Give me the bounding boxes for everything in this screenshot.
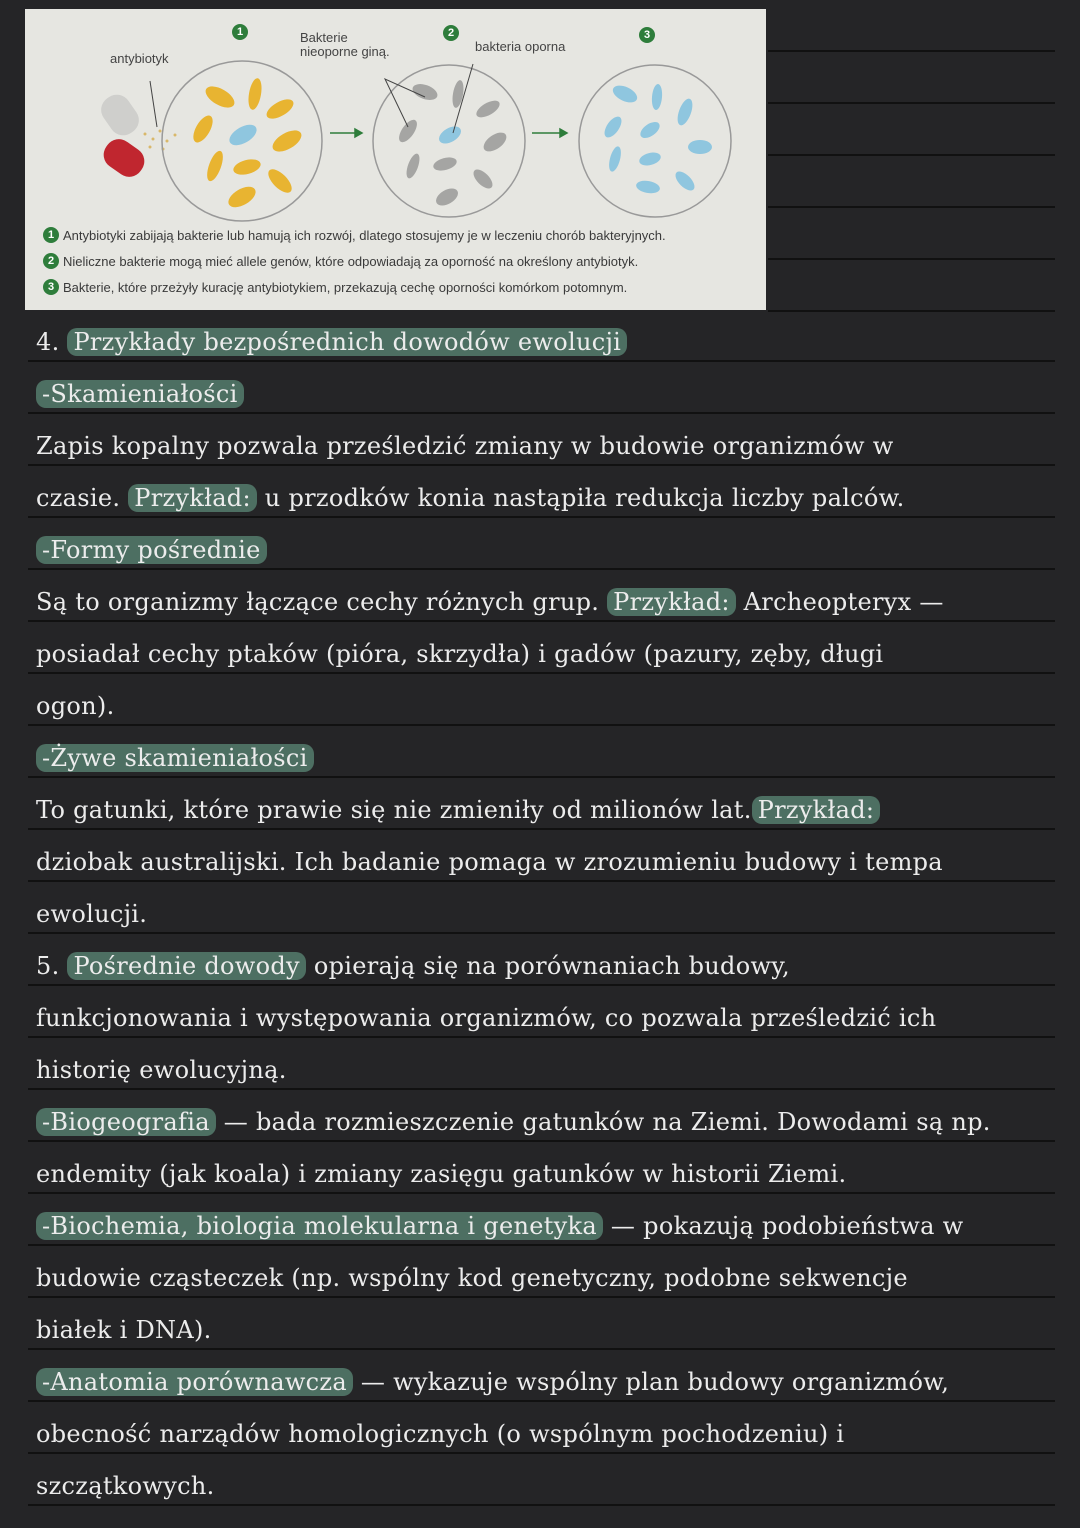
notes-body: [28, 310, 1055, 1506]
note-text: [36, 900, 147, 928]
note-text-segment: u przodków konia nastąpiła redukcja liczby palców.: [256, 484, 905, 512]
note-text-segment: obecność narządów homologicznych (o wspólnym pochodzeniu) i: [36, 1420, 845, 1448]
note-line: [28, 726, 1055, 778]
note-text: [36, 796, 880, 824]
ruled-line: [768, 258, 1055, 260]
note-line: [28, 414, 1055, 466]
caption-3: 3 Bakterie, które przeżyły kurację antybiotykiem, przekazują cechę oporności komórkom potomnym.: [43, 279, 627, 295]
label-dying-bacteria: Bakterie nieoporne giną.: [300, 30, 390, 59]
highlighted-text: Przykład:: [607, 588, 736, 616]
ruled-line: [768, 50, 1055, 52]
note-text: [36, 1004, 936, 1032]
note-text-segment: czasie.: [36, 484, 129, 512]
note-text-segment: — bada rozmieszczenie gatunków na Ziemi. Dowodami są np.: [215, 1108, 991, 1136]
note-text-segment: To gatunki, które prawie się nie zmieniły od milionów lat.: [36, 796, 752, 824]
note-text: [36, 432, 894, 460]
antibiotic-resistance-figure: [25, 9, 766, 310]
highlighted-text: -Skamieniałości: [36, 380, 244, 408]
note-line: [28, 986, 1055, 1038]
note-text-segment: — pokazują podobieństwa w: [603, 1212, 964, 1240]
note-text: [36, 1160, 846, 1188]
note-line: [28, 362, 1055, 414]
note-text: [36, 484, 905, 512]
note-line: [28, 1194, 1055, 1246]
caption-2: 2 Nieliczne bakterie mogą mieć allele genów, które odpowiadają za oporność na określony antybiotyk.: [43, 253, 638, 269]
note-text: [36, 640, 883, 668]
note-line: [28, 1298, 1055, 1350]
note-text: [36, 848, 943, 876]
note-text-segment: — wykazuje wspólny plan budowy organizmów,: [352, 1368, 950, 1396]
note-text: [36, 1420, 844, 1448]
note-text: [36, 380, 244, 408]
note-line: [28, 1454, 1055, 1506]
label-resistant-bacterium: bakteria oporna: [475, 39, 566, 54]
note-text-segment: 4.: [36, 328, 68, 356]
note-line: [28, 1350, 1055, 1402]
note-text: [36, 1056, 287, 1084]
note-line: [28, 1142, 1055, 1194]
note-text-segment: dziobak australijski. Ich badanie pomaga w zrozumieniu budowy i tempa: [36, 848, 943, 876]
note-line: [28, 882, 1055, 934]
highlighted-text: -Formy pośrednie: [36, 536, 267, 564]
note-text: [36, 536, 267, 564]
note-line: [28, 1246, 1055, 1298]
highlighted-text: -Żywe skamieniałości: [36, 744, 314, 772]
note-text-segment: Archeopteryx —: [735, 588, 944, 616]
note-text: [36, 952, 790, 980]
highlighted-text: Pośrednie dowody: [67, 952, 305, 980]
note-text-segment: endemity (jak koala) i zmiany zasięgu gatunków w historii Ziemi.: [36, 1160, 847, 1188]
note-text-segment: ewolucji.: [36, 900, 148, 928]
ruled-line: [768, 206, 1055, 208]
step-badge-1: 1: [232, 24, 248, 40]
step-badge-2: 2: [443, 25, 459, 41]
note-line: [28, 674, 1055, 726]
note-line: [28, 518, 1055, 570]
note-text-segment: białek i DNA).: [36, 1316, 212, 1344]
note-text: [36, 1108, 991, 1136]
pill-icon: [96, 89, 177, 182]
note-line: [28, 1038, 1055, 1090]
note-text: [36, 1212, 964, 1240]
note-text: [36, 1264, 908, 1292]
note-text-segment: budowie cząsteczek (np. wspólny kod genetyczny, podobne sekwencje: [36, 1264, 908, 1292]
note-text-segment: posiadał cechy ptaków (pióra, skrzydła) i gadów (pazury, zęby, długi: [36, 640, 884, 668]
highlighted-text: Przykład:: [128, 484, 257, 512]
note-line: [28, 466, 1055, 518]
note-line: [28, 934, 1055, 986]
note-text: [36, 328, 627, 356]
note-text-segment: Zapis kopalny pozwala prześledzić zmiany w budowie organizmów w: [36, 432, 894, 460]
note-text: [36, 692, 115, 720]
note-text-segment: opierają się na porównaniach budowy,: [305, 952, 790, 980]
note-text-segment: 5.: [36, 952, 68, 980]
note-line: [28, 570, 1055, 622]
note-text: [36, 1368, 949, 1396]
step-badge-3: 3: [639, 27, 655, 43]
note-line: [28, 778, 1055, 830]
highlighted-text: -Anatomia porównawcza: [36, 1368, 353, 1396]
note-line: [28, 1090, 1055, 1142]
highlighted-text: -Biochemia, biologia molekularna i genetyka: [36, 1212, 603, 1240]
note-line: [28, 310, 1055, 362]
caption-1: 1 Antybiotyki zabijają bakterie lub hamują ich rozwój, dlatego stosujemy je w leczeniu chorób bakteryjnych.: [43, 227, 666, 243]
label-antibiotic: antybiotyk: [110, 51, 169, 66]
ruled-line: [768, 154, 1055, 156]
note-text: [36, 744, 314, 772]
note-text: [36, 1472, 215, 1500]
note-text-segment: ogon).: [36, 692, 115, 720]
note-line: [28, 830, 1055, 882]
note-line: [28, 622, 1055, 674]
note-text-segment: Są to organizmy łączące cechy różnych grup.: [36, 588, 608, 616]
note-text-segment: funkcjonowania i występowania organizmów, co pozwala prześledzić ich: [36, 1004, 937, 1032]
highlighted-text: Przykład:: [752, 796, 881, 824]
ruled-line: [768, 102, 1055, 104]
note-text-segment: szczątkowych.: [36, 1472, 215, 1500]
note-text: [36, 1316, 212, 1344]
note-line: [28, 1402, 1055, 1454]
highlighted-text: -Biogeografia: [36, 1108, 216, 1136]
highlighted-text: Przykłady bezpośrednich dowodów ewolucji: [67, 328, 627, 356]
note-text: [36, 588, 944, 616]
note-text-segment: historię ewolucyjną.: [36, 1056, 287, 1084]
